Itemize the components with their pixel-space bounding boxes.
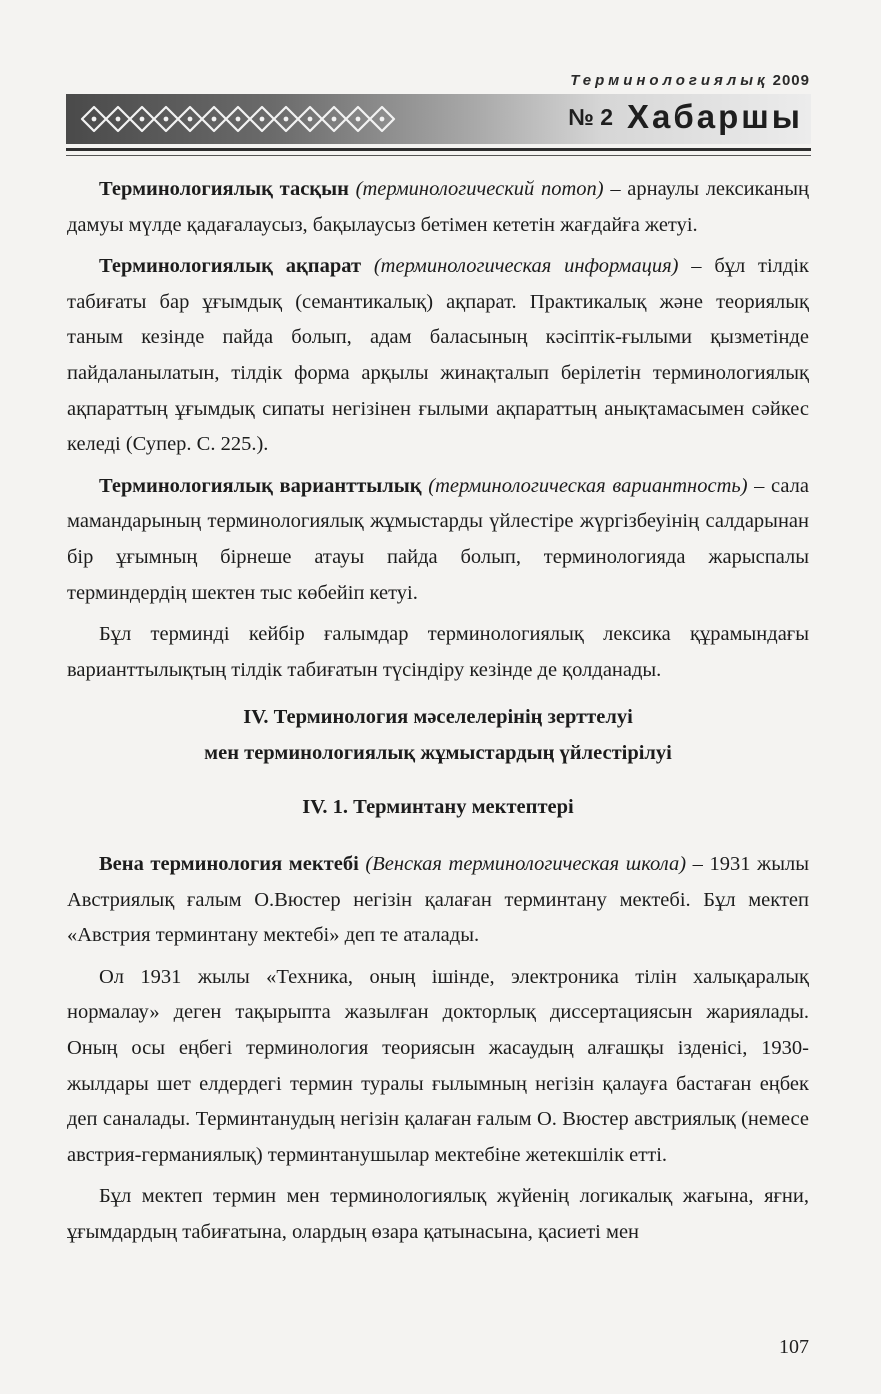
entry-definition: – бұл тілдік табиғаты бар ұғымдық (семантикалық) ақпарат. Практикалық және теориялық таным кезінде пайда болып, адам баласының кәсіптік-ғылыми қызметінде пайдаланылатын, тілдік форма арқылы жинақталып берілетін терминологиялық ақпараттың ұғымдық сипаты негізінен ғылыми ақпараттың анықтамасымен сәйкес келеді (Супер. С. 225.). — [67, 255, 809, 456]
entry-definition: – сала мамандарының терминологиялық жұмыстарды үйлестіре жүргізбеуінің салдарынан бір ұғымның бірнеше атауы пайда болып, терминологияда жарыспалы терминдердің шектен тыс көбейіп кетуі. — [67, 474, 809, 604]
journal-name-text: Терминологиялық — [570, 72, 769, 89]
entry-term: Терминологиялық ақпарат — [99, 255, 362, 278]
section-subtitle: IV. 1. Терминтану мектептері — [302, 795, 574, 818]
entry-russian: (терминологическая вариантность) — [428, 474, 748, 497]
issue-number: № 2 — [568, 104, 614, 130]
header-rule-thick — [66, 148, 811, 151]
section-title — [67, 700, 809, 771]
section-title-line2: мен терминологиялық жұмыстардың үйлестірілуі — [204, 741, 672, 764]
entry-terminological-information — [67, 249, 809, 463]
entry-russian: (терминологический потоп) — [355, 178, 604, 200]
ornament-pattern-icon — [80, 103, 410, 135]
paragraph-variant-usage: Бұл терминді кейбір ғалымдар терминологиялық лексика құрамындағы варианттылықтың тілдік табиғатын түсіндіру кезінде де қолданады. — [67, 623, 809, 681]
journal-year: 2009 — [772, 72, 810, 89]
bulletin-title: Хабаршы — [627, 98, 803, 135]
page-number: 107 — [779, 1336, 809, 1358]
entry-term: Вена терминология мектебі — [99, 853, 359, 876]
entry-russian: (Венская терминологическая школа) — [365, 853, 687, 876]
paragraph-dissertation: Ол 1931 жылы «Техника, оның ішінде, электроника тілін халықаралық нормалау» деген тақырыпта жазылған докторлық диссертациясын жариялады. Оның осы еңбегі терминология теориясын жасаудың алғашқы ізденісі, 1930-жылдары шет елдердегі термин туралы ғылымның негізін қалауға бастаған еңбек деп саналады. Терминтанудың негізін қалаған ғалым О. Вюстер австриялық (немесе австрия-германиялық) терминтанушылар мектебіне жетекшілік етті. — [67, 965, 809, 1166]
header-rule-thin — [66, 155, 811, 156]
issue-label — [568, 98, 803, 136]
paragraph-school-logic: Бұл мектеп термин мен терминологиялық жүйенің логикалық жағына, яғни, ұғымдардың табиғатына, олардың өзара қатынасына, қасиеті мен — [67, 1185, 809, 1244]
journal-title — [540, 72, 810, 89]
entry-russian: (терминологическая информация) — [373, 255, 679, 278]
entry-definition: – 1931 жылы Австриялық ғалым О.Вюстер негізін қалаған терминтану мектебі. Бұл мектеп «Австрия терминтану мектебі» деп те аталады. — [67, 853, 809, 947]
entry-term: Терминологиялық варианттылық — [99, 474, 422, 497]
section-title-line1: IV. Терминология мәселелерінің зерттелуі — [243, 706, 633, 729]
entry-terminological-flood — [67, 172, 809, 243]
entry-term: Терминологиялық тасқын — [99, 178, 349, 200]
entry-vienna-school — [67, 847, 809, 954]
entry-definition: – арнаулы лексиканың дамуы мүлде қадағалаусыз, бақылаусыз бетімен кететін жағдайға жетуі. — [67, 178, 810, 236]
header-band — [66, 94, 811, 144]
article-body — [67, 172, 809, 1257]
entry-terminological-variance — [67, 469, 809, 611]
